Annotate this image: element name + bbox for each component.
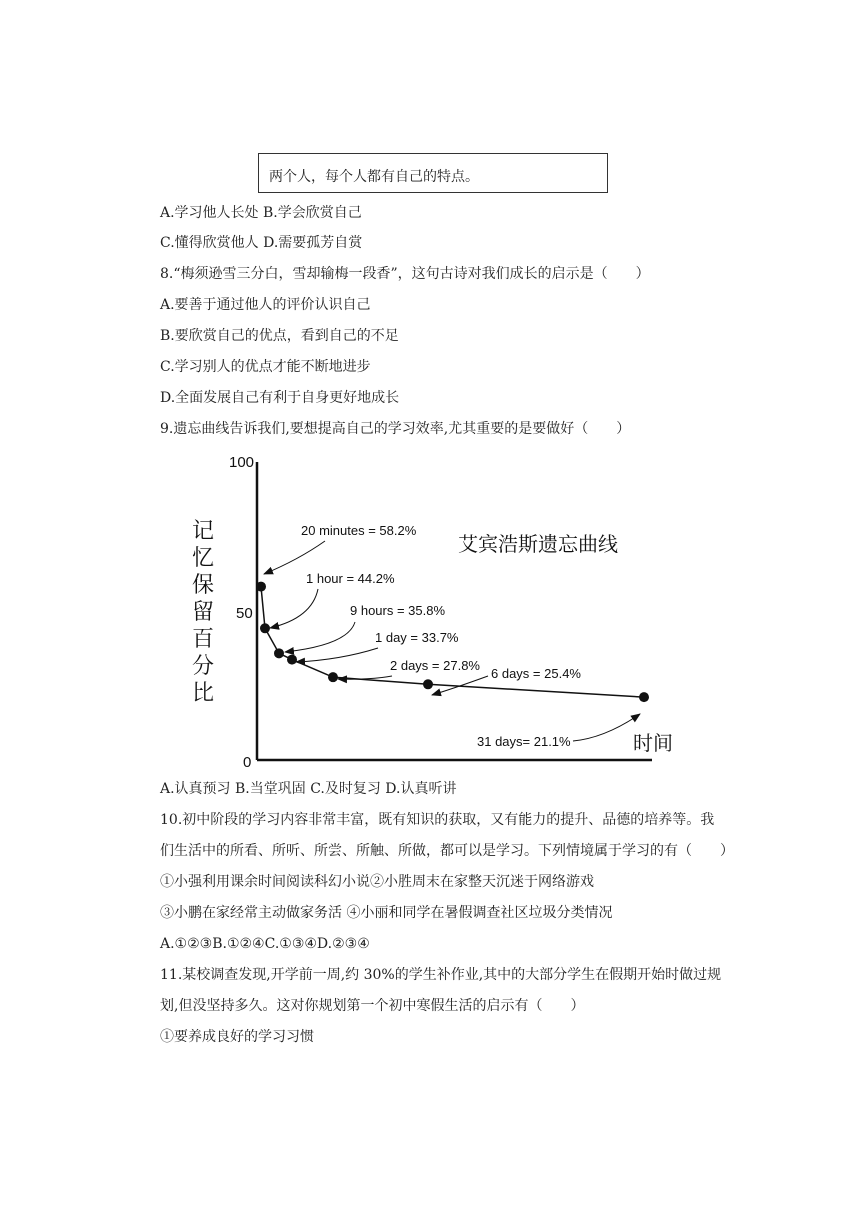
q10-items-12: ①小强利用课余时间阅读科幻小说②小胜周末在家整天沉迷于网络游戏 <box>160 874 594 890</box>
data-label: 20 minutes = 58.2% <box>301 523 417 538</box>
q10-items-34: ③小鹏在家经常主动做家务活 ④小丽和同学在暑假调查社区垃圾分类情况 <box>160 905 613 921</box>
q11-stem-line2: 划,但没坚持多久。这对你规划第一个初中寒假生活的启示有（ ） <box>160 998 585 1014</box>
q8-option-a: A.要善于通过他人的评价认识自己 <box>160 297 371 313</box>
annotation-arrow <box>573 714 640 741</box>
data-label: 1 day = 33.7% <box>375 630 459 645</box>
annotation-arrow <box>264 541 325 574</box>
annotation-arrow <box>296 648 378 662</box>
q8-option-b: B.要欣赏自己的优点，看到自己的不足 <box>160 328 399 344</box>
q10-stem-line2: 们生活中的所看、所听、所尝、所触、所做，都可以是学习。下列情境属于学习的有（ ） <box>160 843 734 859</box>
quote-box-text: 两个人，每个人都有自己的特点。 <box>269 169 479 185</box>
data-point <box>274 648 284 658</box>
q9-stem: 9.遗忘曲线告诉我们,要想提高自己的学习效率,尤其重要的是要做好（ ） <box>160 421 631 437</box>
data-point <box>260 623 270 633</box>
q10-stem-line1: 10.初中阶段的学习内容非常丰富，既有知识的获取，又有能力的提升、品德的培养等。我 <box>160 812 715 828</box>
forgetting-curve-chart <box>0 440 868 780</box>
data-point <box>639 692 649 702</box>
data-point <box>256 582 266 592</box>
x-axis-label: 时间 <box>633 731 673 755</box>
annotation-arrow <box>285 622 355 652</box>
q7-options-ab: A.学习他人长处 B.学会欣赏自己 <box>160 205 362 221</box>
data-label: 1 hour = 44.2% <box>306 571 395 586</box>
y-tick-100: 100 <box>229 454 255 471</box>
q8-option-c: C.学习别人的优点才能不断地进步 <box>160 359 371 375</box>
q11-item-1: ①要养成良好的学习习惯 <box>160 1029 314 1045</box>
data-label: 31 days= 21.1% <box>477 734 571 749</box>
data-label: 9 hours = 35.8% <box>350 603 446 618</box>
q8-option-d: D.全面发展自己有利于自身更好地成长 <box>160 390 400 406</box>
q7-options-cd: C.懂得欣赏他人 D.需要孤芳自赏 <box>160 235 363 251</box>
data-label: 2 days = 27.8% <box>390 658 480 673</box>
y-tick-50: 50 <box>236 605 253 622</box>
q8-stem: 8.“梅须逊雪三分白，雪却输梅一段香”，这句古诗对我们成长的启示是（ ） <box>160 266 650 282</box>
quote-box <box>258 153 608 193</box>
data-point <box>423 679 433 689</box>
data-point <box>328 672 338 682</box>
y-axis-label: 记忆保留百分比 <box>192 519 215 706</box>
annotation-arrow <box>270 589 318 628</box>
chart-title: 艾宾浩斯遗忘曲线 <box>458 532 618 556</box>
q11-stem-line1: 11.某校调查发现,开学前一周,约 30%的学生补作业,其中的大部分学生在假期开始时做过规 <box>160 967 722 983</box>
data-point <box>287 655 297 665</box>
q9-options: A.认真预习 B.当堂巩固 C.及时复习 D.认真听讲 <box>160 781 457 797</box>
q10-options: A.①②③B.①②④C.①③④D.②③④ <box>160 936 370 952</box>
y-tick-0: 0 <box>243 754 252 771</box>
data-label: 6 days = 25.4% <box>491 666 581 681</box>
